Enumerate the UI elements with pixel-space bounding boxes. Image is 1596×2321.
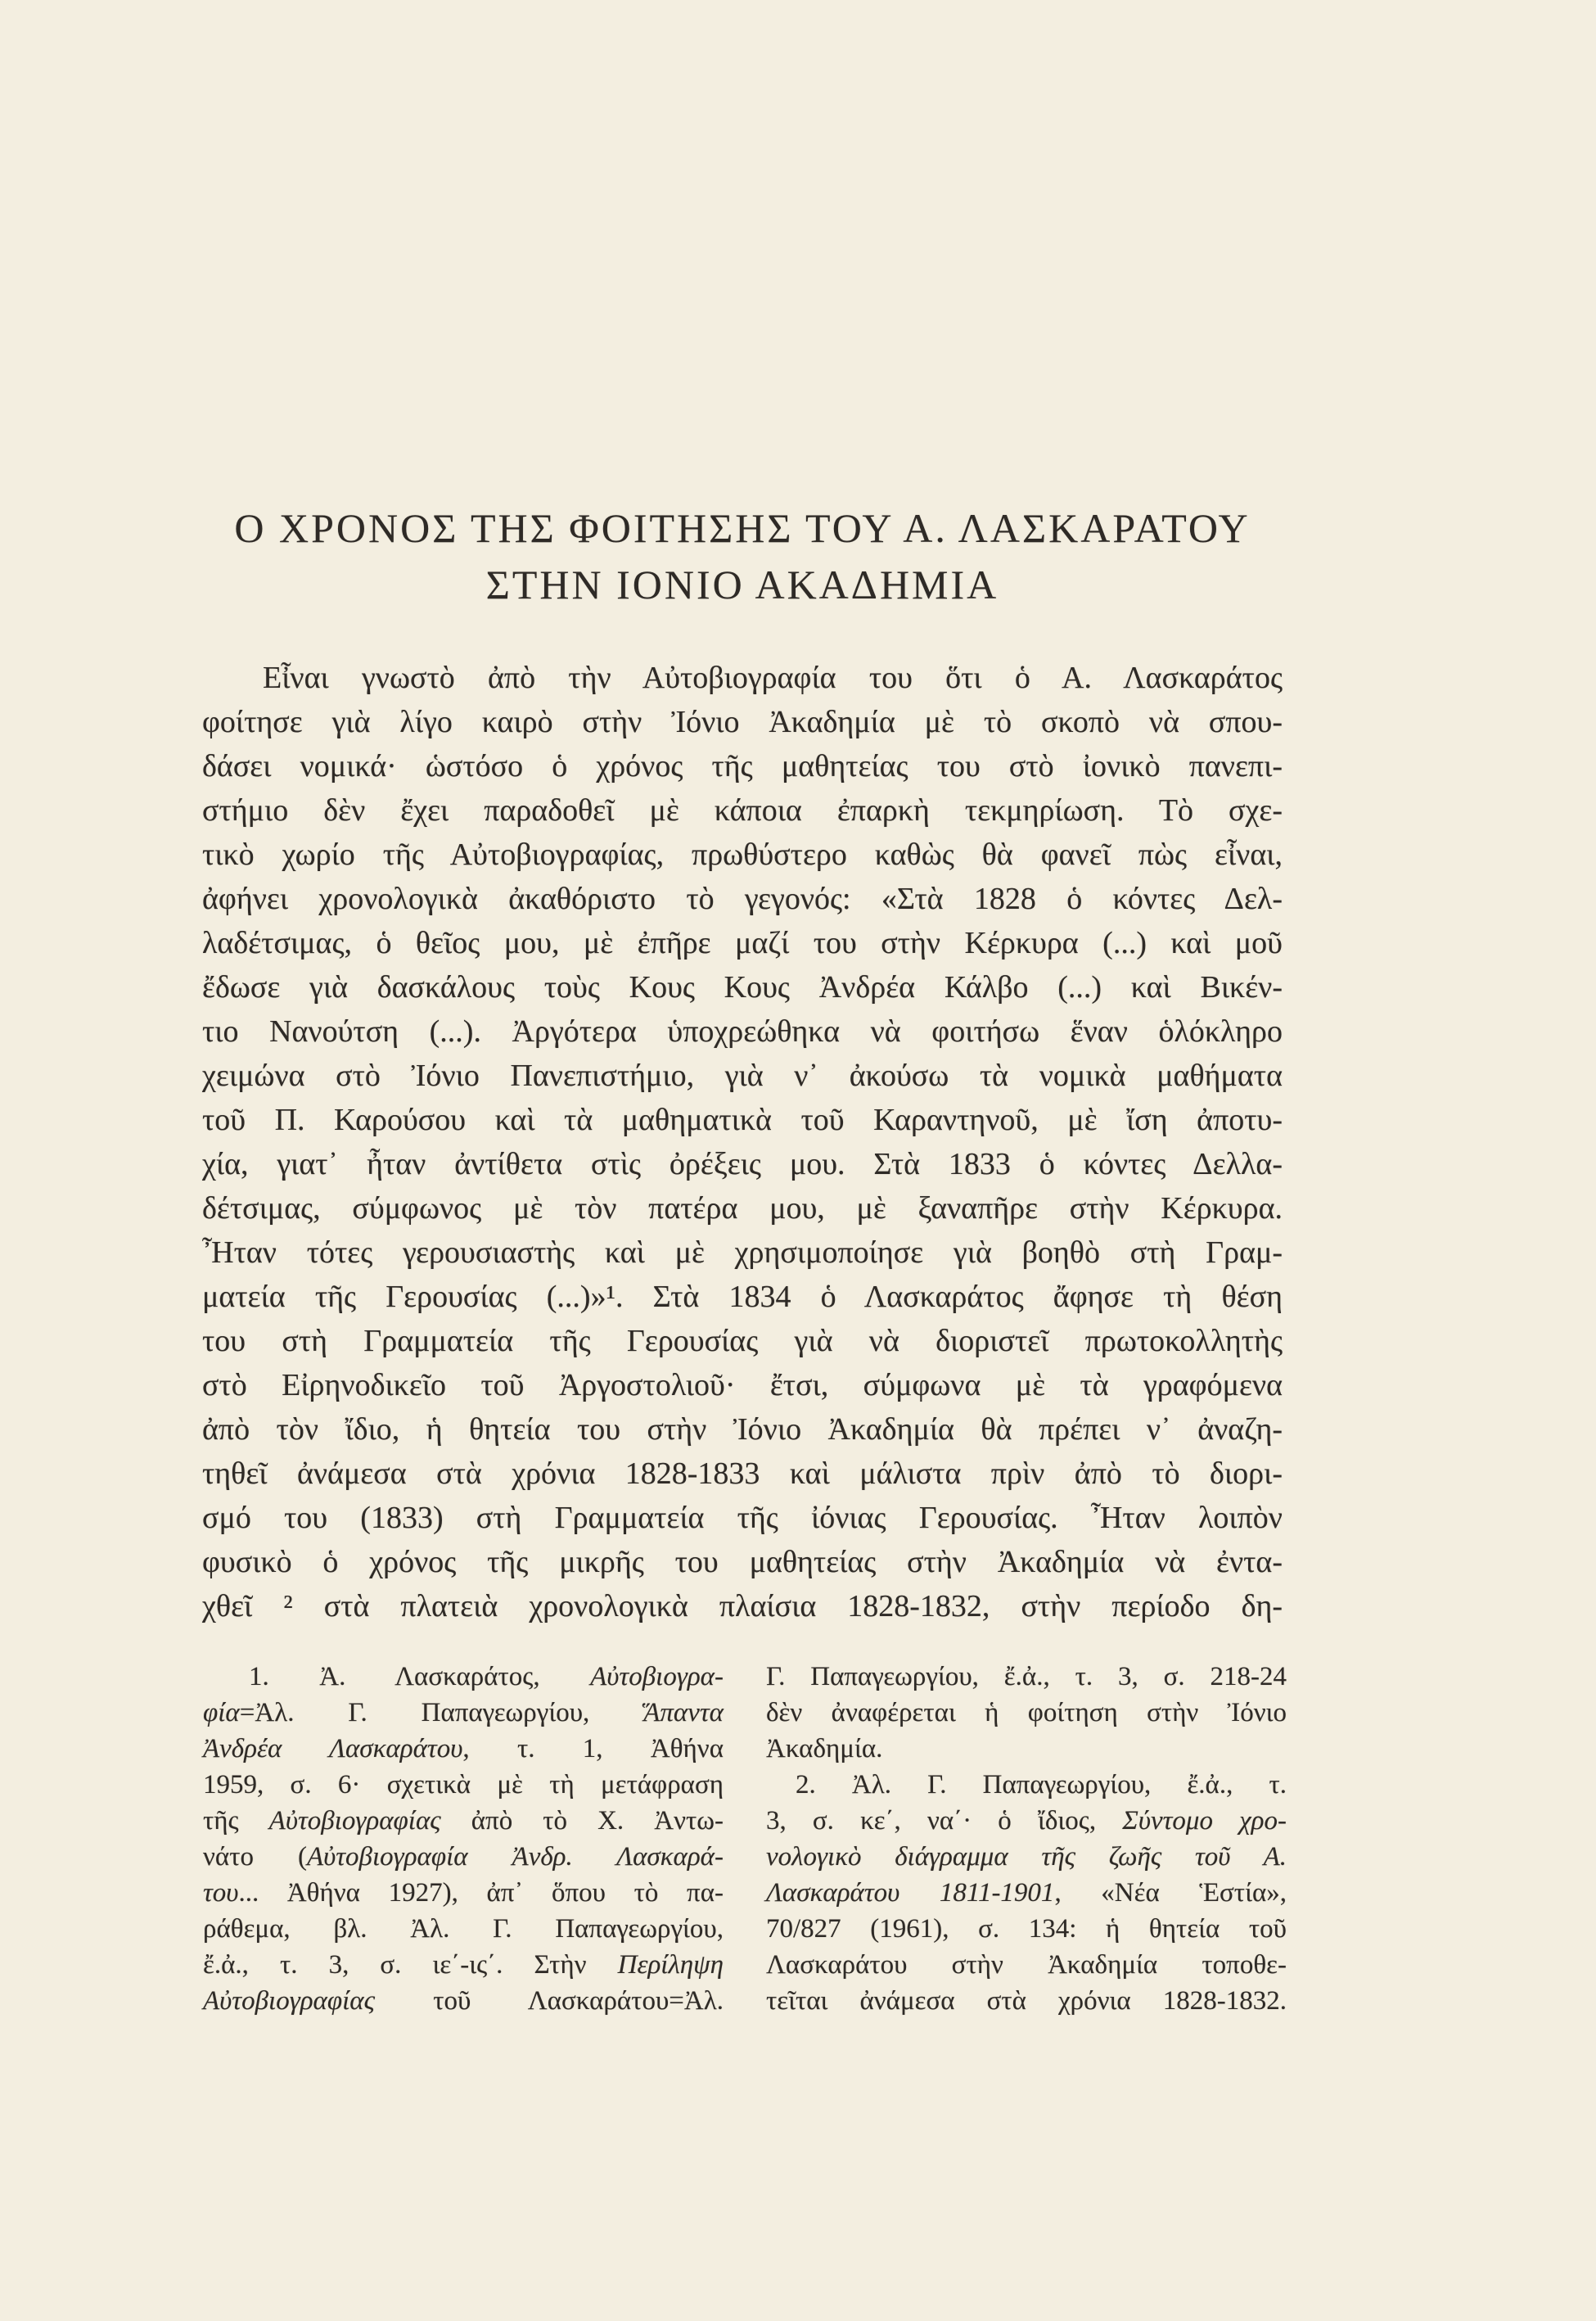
- body-line-14: Ἦταν τότες γερουσιαστὴς καὶ μὲ χρησιμοποίησε γιὰ βοηθὸ στὴ Γραμ-: [202, 1235, 1283, 1270]
- body-line-4: στήμιο δὲν ἔχει παραδοθεῖ μὲ κάποια ἐπαρκὴ τεκμηρίωση. Τὸ σχε-: [202, 793, 1283, 828]
- body-line-1: Εἶναι γνωστὸ ἀπὸ τὴν Αὐτοβιογραφία του ὅτι ὁ Α. Λασκαράτος: [263, 661, 1283, 695]
- text-run: ράθεμα, βλ. Ἀλ. Γ. Παπαγεωργίου,: [203, 1914, 724, 1944]
- footnote-left-line-2: [203, 1695, 724, 1731]
- text-run: Ἀκαδημία.: [766, 1734, 883, 1763]
- footnote-left-line-7: [203, 1875, 724, 1911]
- body-line-15: ματεία τῆς Γερουσίας (...)»¹. Στὰ 1834 ὁ Λασκαράτος ἄφησε τὴ θέση: [202, 1280, 1283, 1314]
- italic-text-run: Περίληψη: [617, 1950, 724, 1980]
- body-line-21: φυσικὸ ὁ χρόνος τῆς μικρῆς του μαθητείας στὴν Ἀκαδημία νὰ ἐντα-: [202, 1545, 1283, 1579]
- text-run: =Ἀλ. Γ. Παπαγεωργίου,: [239, 1698, 644, 1727]
- text-run: 2. Ἀλ. Γ. Παπαγεωργίου, ἔ.ἀ., τ.: [796, 1770, 1287, 1799]
- title-line-1: Ο ΧΡΟΝΟΣ ΤΗΣ ΦΟΙΤΗΣΗΣ ΤΟΥ Α. ΛΑΣΚΑΡΑΤΟΥ: [234, 505, 1251, 551]
- text-run: , «Νέα Ἑστία»,: [1054, 1878, 1287, 1908]
- text-run: νάτο (: [203, 1842, 307, 1872]
- article-title: [120, 500, 1364, 613]
- italic-text-run: Αὐτοβιογρα-: [590, 1662, 724, 1691]
- italic-text-run: Αὐτοβιογραφία Ἀνδρ. Λασκαρά-: [306, 1842, 724, 1872]
- text-run: 3, σ. κε΄, να΄· ὁ ἴδιος,: [766, 1806, 1123, 1836]
- footnote-right-line-7: [766, 1875, 1287, 1911]
- body-line-5: τικὸ χωρίο τῆς Αὐτοβιογραφίας, πρωθύστερο καθὼς θὰ φανεῖ πὼς εἶναι,: [202, 838, 1283, 872]
- footnote-right-line-10: [766, 1983, 1287, 2019]
- footnote-left-line-10: [203, 1983, 724, 2019]
- italic-text-run: Σύντομο χρο-: [1122, 1806, 1287, 1836]
- italic-text-run: του: [203, 1878, 239, 1908]
- footnote-left-line-3: [203, 1731, 724, 1767]
- footnote-right-line-8: [766, 1911, 1287, 1947]
- body-line-16: του στὴ Γραμματεία τῆς Γερουσίας γιὰ νὰ διοριστεῖ πρωτοκολλητὴς: [202, 1324, 1283, 1358]
- body-paragraph: [202, 656, 1283, 1628]
- body-line-13: δέτσιμας, σύμφωνος μὲ τὸν πατέρα μου, μὲ ξαναπῆρε στὴν Κέρκυρα.: [202, 1191, 1283, 1226]
- footnote-right-line-1: [766, 1659, 1287, 1695]
- footnote-right-line-3: [766, 1731, 1287, 1767]
- footnotes-right-column: [766, 1659, 1287, 2019]
- title-line-2: ΣΤΗΝ ΙΟΝΙΟ ΑΚΑΔΗΜΙΑ: [485, 562, 999, 607]
- italic-text-run: Αὐτοβιογραφίας: [203, 1986, 376, 2016]
- footnote-left-line-4: [203, 1767, 724, 1803]
- italic-text-run: φία: [203, 1698, 240, 1727]
- text-run: ... Ἀθήνα 1927), ἀπ᾿ ὅπου τὸ πα-: [238, 1878, 724, 1908]
- body-line-9: τιο Νανούτση (...). Ἀργότερα ὑποχρεώθηκα νὰ φοιτήσω ἕναν ὁλόκληρο: [202, 1014, 1283, 1049]
- italic-text-run: νολογικὸ διάγραμμα τῆς ζωῆς τοῦ Α.: [766, 1842, 1287, 1872]
- text-run: τοῦ Λασκαράτου=Ἀλ.: [375, 1986, 724, 2016]
- footnote-right-line-4: [766, 1767, 1287, 1803]
- footnote-left-line-9: [203, 1947, 724, 1983]
- footnote-left-line-6: [203, 1839, 724, 1875]
- italic-text-run: Αὐτοβιογραφίας: [268, 1806, 441, 1836]
- body-line-22: χθεῖ ² στὰ πλατειὰ χρονολογικὰ πλαίσια 1828-1832, στὴν περίοδο δη-: [202, 1589, 1283, 1623]
- footnote-right-line-6: [766, 1839, 1287, 1875]
- text-run: τεῖται ἀνάμεσα στὰ χρόνια 1828-1832.: [766, 1986, 1287, 2016]
- footnote-left-line-8: [203, 1911, 724, 1947]
- body-line-17: στὸ Εἰρηνοδικεῖο τοῦ Ἀργοστολιοῦ· ἔτσι, σύμφωνα μὲ τὰ γραφόμενα: [202, 1368, 1283, 1402]
- footnote-right-line-5: [766, 1803, 1287, 1839]
- body-line-20: σμό του (1833) στὴ Γραμματεία τῆς ἰόνιας Γερουσίας. Ἦταν λοιπὸν: [202, 1501, 1283, 1535]
- body-line-2: φοίτησε γιὰ λίγο καιρὸ στὴν Ἰόνιο Ἀκαδημία μὲ τὸ σκοπὸ νὰ σπου-: [202, 705, 1283, 739]
- text-run: τῆς: [203, 1806, 269, 1836]
- text-run: ἀπὸ τὸ Χ. Ἀντω-: [440, 1806, 724, 1836]
- body-line-7: λαδέτσιμας, ὁ θεῖος μου, μὲ ἐπῆρε μαζί του στὴν Κέρκυρα (...) καὶ μοῦ: [202, 926, 1283, 960]
- footnote-left-line-1: [203, 1659, 724, 1695]
- footnote-right-line-2: [766, 1695, 1287, 1731]
- text-run: ἔ.ἀ., τ. 3, σ. ιε΄-ις΄. Στὴν: [203, 1950, 618, 1980]
- body-line-8: ἔδωσε γιὰ δασκάλους τοὺς Κους Κους Ἀνδρέα Κάλβο (...) καὶ Βικέν-: [202, 970, 1283, 1005]
- text-run: 1959, σ. 6· σχετικὰ μὲ τὴ μετάφραση: [203, 1770, 724, 1799]
- body-line-3: δάσει νομικά· ὡστόσο ὁ χρόνος τῆς μαθητείας του στὸ ἰονικὸ πανεπι-: [202, 749, 1283, 783]
- text-run: Γ. Παπαγεωργίου, ἔ.ἀ., τ. 3, σ. 218-24: [766, 1662, 1287, 1691]
- body-line-19: τηθεῖ ἀνάμεσα στὰ χρόνια 1828-1833 καὶ μάλιστα πρὶν ἀπὸ τὸ διορι-: [202, 1456, 1283, 1491]
- footnote-right-line-9: [766, 1947, 1287, 1983]
- footnote-left-line-5: [203, 1803, 724, 1839]
- body-line-10: χειμώνα στὸ Ἰόνιο Πανεπιστήμιο, γιὰ ν᾿ ἀκούσω τὰ νομικὰ μαθήματα: [202, 1059, 1283, 1093]
- italic-text-run: Ἀνδρέα Λασκαράτου: [203, 1734, 463, 1763]
- text-run: 1. Ἀ. Λασκαράτος,: [249, 1662, 591, 1691]
- text-run: δὲν ἀναφέρεται ἡ φοίτηση στὴν Ἰόνιο: [766, 1698, 1287, 1727]
- body-line-18: ἀπὸ τὸν ἴδιο, ἡ θητεία του στὴν Ἰόνιο Ἀκαδημία θὰ πρέπει ν᾿ ἀναζη-: [202, 1412, 1283, 1447]
- body-line-11: τοῦ Π. Καρούσου καὶ τὰ μαθηματικὰ τοῦ Καραντηνοῦ, μὲ ἴση ἀποτυ-: [202, 1103, 1283, 1137]
- italic-text-run: Λασκαράτου 1811-1901: [766, 1878, 1055, 1908]
- footnotes-left-column: [203, 1659, 724, 2019]
- body-line-12: χία, γιατ᾿ ἦταν ἀντίθετα στὶς ὀρέξεις μου. Στὰ 1833 ὁ κόντες Δελλα-: [202, 1147, 1283, 1181]
- italic-text-run: Ἅπαντα: [643, 1698, 724, 1727]
- text-run: , τ. 1, Ἀθήνα: [462, 1734, 724, 1763]
- text-run: Λασκαράτου στὴν Ἀκαδημία τοποθε-: [766, 1950, 1287, 1980]
- body-line-6: ἀφήνει χρονολογικὰ ἀκαθόριστο τὸ γεγονός: «Στὰ 1828 ὁ κόντες Δελ-: [202, 882, 1283, 916]
- text-run: 70/827 (1961), σ. 134: ἡ θητεία τοῦ: [766, 1914, 1287, 1944]
